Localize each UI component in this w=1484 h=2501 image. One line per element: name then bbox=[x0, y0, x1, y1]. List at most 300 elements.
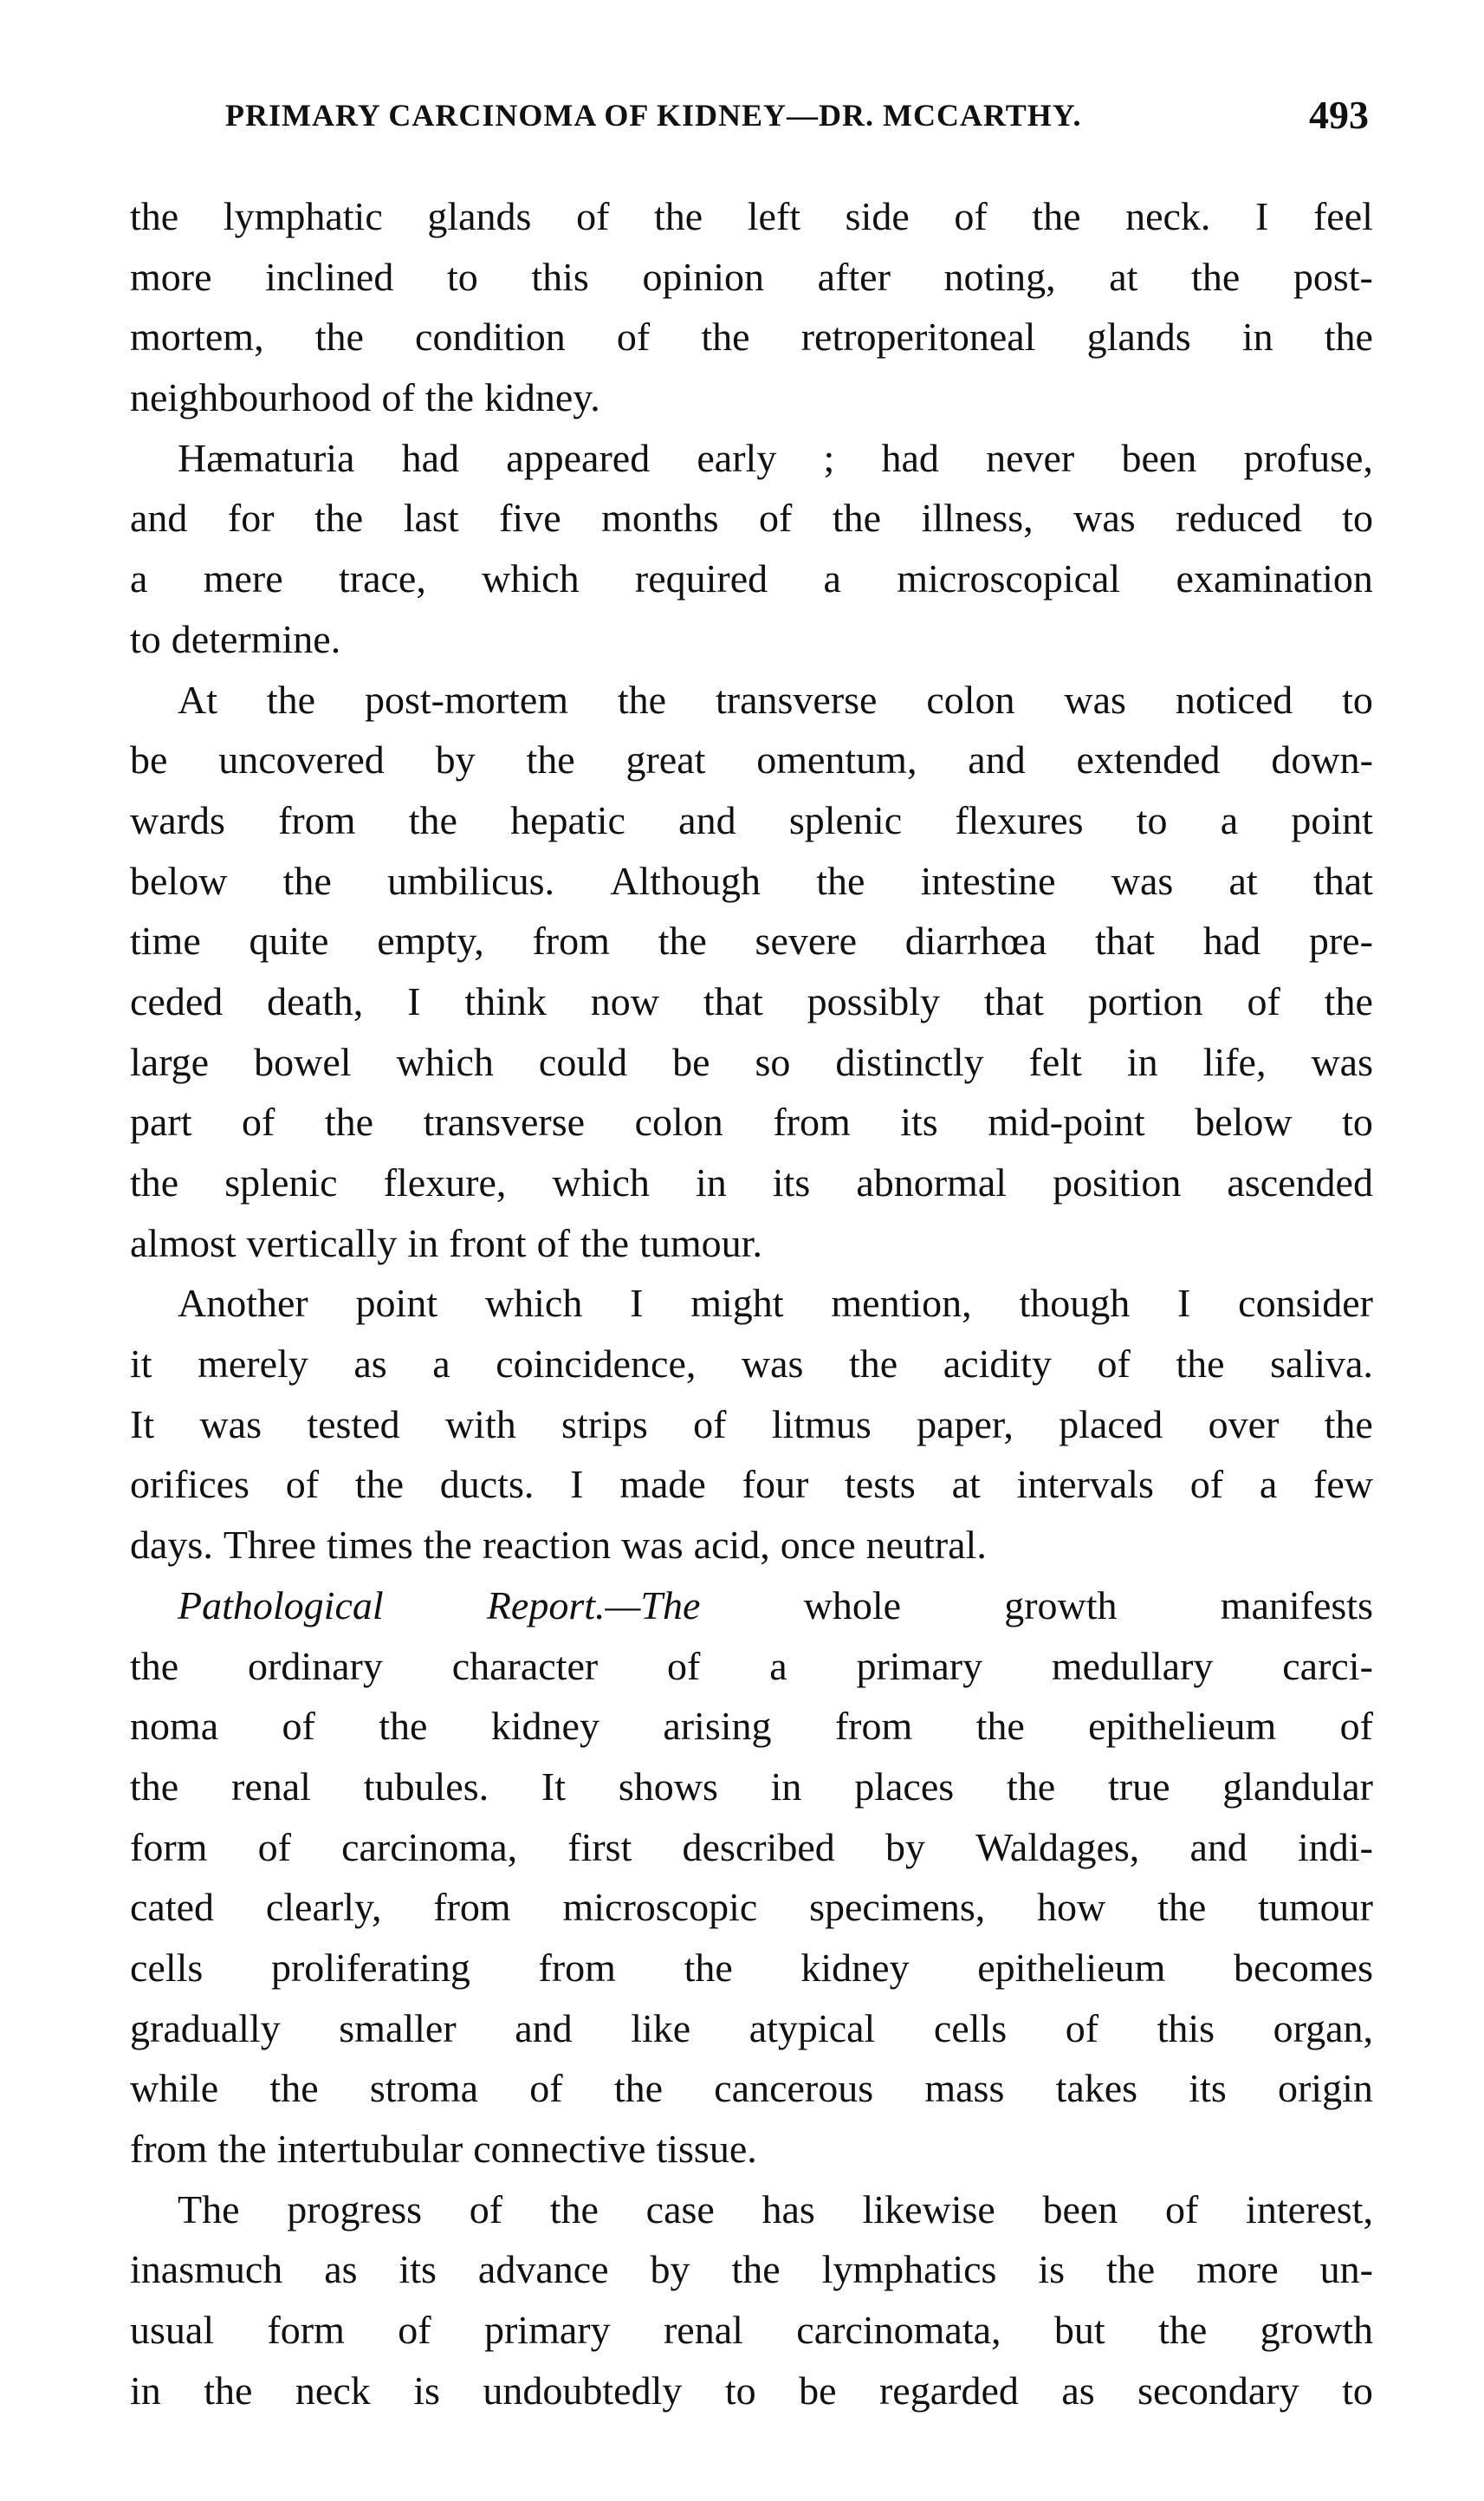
word: a bbox=[130, 556, 148, 601]
text-line bbox=[130, 1515, 1373, 1575]
word: feel bbox=[1312, 194, 1373, 238]
text-line bbox=[130, 1092, 1373, 1153]
word: the bbox=[424, 375, 475, 420]
word: from bbox=[834, 1704, 913, 1749]
word: that bbox=[1094, 919, 1155, 964]
word: takes bbox=[1055, 2066, 1138, 2111]
word: diarrhœa bbox=[904, 919, 1047, 964]
word: great bbox=[625, 737, 706, 783]
word: Another bbox=[178, 1281, 308, 1326]
word: transverse bbox=[423, 1100, 586, 1145]
running-head bbox=[130, 93, 1369, 149]
word: I bbox=[1255, 194, 1269, 238]
word: arising bbox=[663, 1704, 772, 1749]
word: first bbox=[567, 1824, 632, 1869]
word: At bbox=[178, 677, 217, 722]
word: carcinomata, bbox=[796, 2308, 1001, 2353]
word: secondary bbox=[1137, 2368, 1299, 2413]
word: its bbox=[399, 2247, 437, 2292]
word: below bbox=[1195, 1100, 1293, 1145]
word: front bbox=[449, 1220, 527, 1265]
word: mass bbox=[924, 2066, 1005, 2111]
word: few bbox=[1313, 1462, 1373, 1507]
word: neighbourhood bbox=[130, 375, 372, 420]
word: post-mortem bbox=[364, 677, 569, 722]
text-line bbox=[130, 1153, 1373, 1213]
word: of bbox=[242, 1100, 275, 1145]
word: whole bbox=[803, 1582, 902, 1627]
text-line bbox=[130, 1454, 1373, 1515]
word: might bbox=[690, 1281, 784, 1326]
word: neck. bbox=[1125, 194, 1211, 238]
word: Report.—The bbox=[486, 1582, 701, 1627]
word: intervals bbox=[1016, 1462, 1154, 1507]
word: part bbox=[130, 1100, 192, 1145]
word: from bbox=[433, 1885, 511, 1930]
word: of bbox=[536, 1220, 570, 1265]
word: of bbox=[576, 194, 610, 238]
word: now bbox=[590, 978, 659, 1023]
word: smaller bbox=[339, 2005, 457, 2050]
word: lymphatics bbox=[821, 2247, 997, 2292]
word: as bbox=[324, 2247, 358, 2292]
word: of bbox=[616, 315, 651, 360]
text-line bbox=[130, 247, 1373, 308]
text-line bbox=[130, 367, 1373, 428]
word: paper, bbox=[917, 1401, 1014, 1446]
word: this bbox=[1157, 2005, 1215, 2050]
text-line bbox=[130, 609, 1373, 670]
word: abnormal bbox=[856, 1160, 1008, 1205]
word: manifests bbox=[1220, 1582, 1373, 1627]
word: at bbox=[1228, 858, 1258, 903]
word: the bbox=[1324, 1401, 1373, 1446]
word: early bbox=[697, 435, 777, 480]
word: that bbox=[703, 978, 763, 1023]
word: death, bbox=[267, 978, 364, 1023]
word: growth bbox=[1004, 1582, 1118, 1627]
word: noting, bbox=[943, 254, 1056, 299]
word: stroma bbox=[369, 2066, 479, 2111]
word: I bbox=[570, 1462, 584, 1507]
word: the bbox=[269, 2066, 319, 2111]
word: splenic bbox=[224, 1160, 338, 1205]
word: of bbox=[1097, 1341, 1131, 1387]
word: months bbox=[601, 496, 719, 541]
running-title: PRIMARY CARCINOMA OF KIDNEY—DR. MCCARTHY. bbox=[225, 98, 1082, 133]
word: renal bbox=[231, 1764, 311, 1809]
word: the bbox=[217, 2127, 267, 2171]
word: to bbox=[1342, 496, 1373, 541]
word: is bbox=[1038, 2247, 1066, 2292]
word: shows bbox=[618, 1764, 718, 1809]
word: epithelieum bbox=[1088, 1704, 1277, 1749]
text-line bbox=[130, 2239, 1373, 2300]
word: glands bbox=[1086, 315, 1191, 360]
word: almost bbox=[130, 1220, 237, 1265]
word: the bbox=[1006, 1764, 1056, 1809]
word: Although bbox=[610, 858, 761, 903]
word: the bbox=[617, 677, 667, 722]
word: colon bbox=[634, 1100, 723, 1145]
word: glandular bbox=[1222, 1764, 1373, 1809]
word: of bbox=[282, 1704, 315, 1749]
text-line bbox=[130, 1213, 1373, 1274]
text-line bbox=[130, 911, 1373, 971]
word: intestine bbox=[920, 858, 1056, 903]
word: the bbox=[653, 194, 703, 238]
text-line bbox=[130, 1696, 1373, 1757]
word: extended bbox=[1076, 737, 1221, 783]
page-number: 493 bbox=[1309, 93, 1369, 137]
word: had bbox=[1202, 919, 1261, 964]
word: It bbox=[130, 1401, 155, 1446]
word: litmus bbox=[771, 1401, 872, 1446]
word: uncovered bbox=[218, 737, 385, 783]
word: intertubular bbox=[276, 2127, 463, 2171]
word: was bbox=[741, 1341, 804, 1387]
word: the bbox=[130, 1160, 179, 1205]
word: the bbox=[423, 1523, 472, 1568]
word: down- bbox=[1271, 737, 1373, 783]
word: transverse bbox=[715, 677, 878, 722]
word: medullary bbox=[1051, 1643, 1214, 1688]
word: advance bbox=[477, 2247, 609, 2292]
word: ; bbox=[823, 435, 835, 480]
word: by bbox=[885, 1824, 925, 1869]
word: the bbox=[314, 496, 364, 541]
word: a bbox=[769, 1643, 787, 1688]
word: be bbox=[799, 2368, 837, 2413]
word: it bbox=[130, 1341, 152, 1387]
word: is bbox=[413, 2368, 440, 2413]
word: tumour. bbox=[639, 1220, 762, 1265]
word: gradually bbox=[130, 2005, 281, 2050]
text-line bbox=[130, 1938, 1373, 1998]
word: and bbox=[1189, 1824, 1247, 1869]
word: how bbox=[1037, 1885, 1106, 1930]
word: so bbox=[755, 1039, 791, 1084]
word: of bbox=[1247, 978, 1280, 1023]
word: inasmuch bbox=[130, 2247, 283, 2292]
word: trace, bbox=[338, 556, 426, 601]
text-line bbox=[130, 2300, 1373, 2361]
word: large bbox=[130, 1039, 210, 1084]
word: the bbox=[849, 1341, 898, 1387]
word: tissue. bbox=[656, 2127, 757, 2171]
text-line bbox=[130, 1394, 1373, 1455]
word: been bbox=[1121, 435, 1197, 480]
word: cancerous bbox=[714, 2066, 874, 2111]
word: to bbox=[1342, 2368, 1373, 2413]
word: form bbox=[267, 2308, 345, 2353]
word: the bbox=[549, 2186, 599, 2231]
word: side bbox=[845, 194, 910, 238]
word: which bbox=[552, 1160, 650, 1205]
word: merely bbox=[198, 1341, 308, 1387]
word: coincidence, bbox=[496, 1341, 697, 1387]
word: the bbox=[1176, 1341, 1225, 1387]
word: mere bbox=[203, 556, 283, 601]
word: cated bbox=[130, 1885, 215, 1930]
word: of bbox=[1065, 2005, 1099, 2050]
word: more bbox=[1196, 2247, 1279, 2292]
text-line bbox=[130, 1334, 1373, 1394]
word: the bbox=[314, 315, 364, 360]
word: tumour bbox=[1258, 1885, 1373, 1930]
text-line bbox=[130, 2179, 1373, 2240]
word: at bbox=[1109, 254, 1138, 299]
word: point bbox=[355, 1281, 438, 1326]
word: likewise bbox=[862, 2186, 995, 2231]
word: to bbox=[446, 254, 478, 299]
word: wards bbox=[130, 797, 225, 842]
word: a bbox=[432, 1341, 450, 1387]
word: that bbox=[983, 978, 1044, 1023]
word: neck bbox=[295, 2368, 371, 2413]
word: of bbox=[1339, 1704, 1373, 1749]
word: noma bbox=[130, 1704, 219, 1749]
word: places bbox=[854, 1764, 955, 1809]
word: and bbox=[515, 2005, 573, 2050]
word: to bbox=[1342, 677, 1373, 722]
word: in bbox=[770, 1764, 802, 1809]
word: connective bbox=[473, 2127, 646, 2171]
word: over bbox=[1208, 1401, 1280, 1446]
word: its bbox=[772, 1160, 811, 1205]
text-line bbox=[130, 730, 1373, 790]
word: to bbox=[130, 616, 161, 661]
word: from bbox=[538, 1945, 616, 1990]
word: was bbox=[1311, 1039, 1373, 1084]
text-line bbox=[130, 2361, 1373, 2421]
word: atypical bbox=[748, 2005, 876, 2050]
word: primary bbox=[856, 1643, 983, 1688]
word: orifices bbox=[130, 1462, 249, 1507]
word: regarded bbox=[878, 2368, 1019, 2413]
word: its bbox=[1189, 2066, 1227, 2111]
word: neutral. bbox=[865, 1523, 987, 1568]
word: The bbox=[178, 2186, 240, 2231]
word: and bbox=[130, 496, 188, 541]
word: life, bbox=[1202, 1039, 1267, 1084]
word: from bbox=[532, 919, 610, 964]
word: five bbox=[499, 496, 561, 541]
word: the bbox=[701, 315, 750, 360]
word: cells bbox=[130, 1945, 204, 1990]
word: tubules. bbox=[363, 1764, 489, 1809]
word: never bbox=[986, 435, 1075, 480]
word: point bbox=[1291, 797, 1373, 842]
word: possibly bbox=[807, 978, 941, 1023]
word: the bbox=[658, 919, 707, 964]
word: made bbox=[619, 1462, 706, 1507]
word: be bbox=[672, 1039, 710, 1084]
word: of bbox=[381, 375, 415, 420]
text-line bbox=[130, 1273, 1373, 1334]
word: examination bbox=[1176, 556, 1373, 601]
word: has bbox=[761, 2186, 815, 2231]
word: its bbox=[900, 1100, 938, 1145]
word: in bbox=[1126, 1039, 1158, 1084]
word: specimens, bbox=[809, 1885, 986, 1930]
word: the bbox=[731, 2247, 781, 2292]
word: clearly, bbox=[265, 1885, 382, 1930]
text-line bbox=[130, 1877, 1373, 1938]
word: once bbox=[780, 1523, 856, 1568]
word: organ, bbox=[1273, 2005, 1373, 2050]
word: microscopic bbox=[562, 1885, 758, 1930]
text-line bbox=[130, 1032, 1373, 1093]
text-line bbox=[130, 670, 1373, 731]
word: case bbox=[645, 2186, 715, 2231]
word: ascended bbox=[1227, 1160, 1373, 1205]
text-line bbox=[130, 488, 1373, 549]
word: usual bbox=[130, 2308, 215, 2353]
word: the bbox=[324, 1100, 374, 1145]
word: as bbox=[1061, 2368, 1095, 2413]
word: from bbox=[278, 797, 356, 842]
word: from bbox=[130, 2127, 208, 2171]
word: more bbox=[130, 254, 212, 299]
word: was bbox=[1073, 496, 1136, 541]
word: a bbox=[823, 556, 841, 601]
word: the bbox=[1158, 2308, 1208, 2353]
word: in bbox=[407, 1220, 439, 1265]
word: that bbox=[1312, 858, 1373, 903]
word: carcinoma, bbox=[341, 1824, 518, 1869]
word: Hæmaturia bbox=[178, 435, 355, 480]
word: lymphatic bbox=[223, 194, 383, 238]
word: in bbox=[1241, 315, 1273, 360]
word: the bbox=[613, 2066, 664, 2111]
word: the bbox=[1032, 194, 1081, 238]
word: of bbox=[469, 2186, 503, 2231]
word: days. bbox=[130, 1523, 213, 1568]
word: character bbox=[451, 1643, 599, 1688]
word: could bbox=[538, 1039, 628, 1084]
word: in bbox=[695, 1160, 727, 1205]
word: described bbox=[682, 1824, 835, 1869]
word: which bbox=[484, 1281, 583, 1326]
word: felt bbox=[1028, 1039, 1082, 1084]
word: of bbox=[667, 1643, 701, 1688]
word: last bbox=[403, 496, 459, 541]
word: of bbox=[954, 194, 988, 238]
word: the bbox=[1191, 254, 1241, 299]
word: be bbox=[130, 737, 168, 783]
word: was bbox=[199, 1401, 262, 1446]
word: portion bbox=[1087, 978, 1203, 1023]
word: distinctly bbox=[835, 1039, 984, 1084]
word: reaction bbox=[482, 1523, 612, 1568]
text-line bbox=[130, 1636, 1373, 1697]
word: tested bbox=[307, 1401, 400, 1446]
word: I bbox=[1177, 1281, 1191, 1326]
word: the bbox=[1324, 978, 1373, 1023]
word: was bbox=[1111, 858, 1174, 903]
word: the bbox=[408, 797, 457, 842]
word: though bbox=[1019, 1281, 1131, 1326]
word: had bbox=[401, 435, 460, 480]
word: the bbox=[204, 2368, 253, 2413]
word: severe bbox=[755, 919, 858, 964]
word: appeared bbox=[506, 435, 651, 480]
word: mid-point bbox=[988, 1100, 1145, 1145]
word: opinion bbox=[642, 254, 765, 299]
text-line bbox=[130, 428, 1373, 489]
word: required bbox=[634, 556, 768, 601]
text-line bbox=[130, 1575, 1373, 1636]
word: kidney. bbox=[484, 375, 600, 420]
word: of bbox=[759, 496, 793, 541]
word: of bbox=[693, 1401, 727, 1446]
word: but bbox=[1053, 2308, 1105, 2353]
word: flexures bbox=[955, 797, 1084, 842]
text-line bbox=[130, 549, 1373, 609]
word: illness, bbox=[921, 496, 1034, 541]
word: Waldages, bbox=[975, 1824, 1140, 1869]
word: the bbox=[379, 1704, 428, 1749]
text-line bbox=[130, 307, 1373, 367]
word: of bbox=[529, 2066, 563, 2111]
word: of bbox=[1165, 2186, 1199, 2231]
word: flexure, bbox=[383, 1160, 507, 1205]
word: position bbox=[1053, 1160, 1182, 1205]
word: from bbox=[773, 1100, 851, 1145]
word: post- bbox=[1293, 254, 1373, 299]
word: the bbox=[1324, 315, 1373, 360]
word: the bbox=[130, 1643, 179, 1688]
word: and bbox=[968, 737, 1026, 783]
text-line bbox=[130, 1757, 1373, 1817]
word: reduced bbox=[1176, 496, 1302, 541]
word: cells bbox=[933, 2005, 1008, 2050]
word: by bbox=[650, 2247, 690, 2292]
word: colon bbox=[926, 677, 1015, 722]
word: the bbox=[266, 677, 316, 722]
word: form bbox=[130, 1824, 208, 1869]
word: undoubtedly bbox=[483, 2368, 683, 2413]
body-text bbox=[130, 186, 1373, 2420]
word: the bbox=[580, 1220, 630, 1265]
text-line bbox=[130, 790, 1373, 851]
text-line bbox=[130, 1817, 1373, 1878]
word: of bbox=[1189, 1462, 1224, 1507]
word: strips bbox=[561, 1401, 648, 1446]
word: renal bbox=[663, 2308, 743, 2353]
word: tests bbox=[845, 1462, 916, 1507]
word: left bbox=[747, 194, 801, 238]
word: primary bbox=[483, 2308, 611, 2353]
word: mortem, bbox=[130, 315, 264, 360]
word: ceded bbox=[130, 978, 224, 1023]
word: mention, bbox=[831, 1281, 972, 1326]
word: the bbox=[130, 194, 179, 238]
word: the bbox=[816, 858, 865, 903]
word: epithelieum bbox=[977, 1945, 1166, 1990]
word: Three bbox=[223, 1523, 317, 1568]
word: this bbox=[531, 254, 589, 299]
word: the bbox=[526, 737, 575, 783]
word: for bbox=[227, 496, 275, 541]
word: growth bbox=[1260, 2308, 1373, 2353]
word: hepatic bbox=[510, 797, 625, 842]
word: splenic bbox=[788, 797, 903, 842]
word: bowel bbox=[254, 1039, 352, 1084]
word: and bbox=[678, 797, 736, 842]
word: been bbox=[1042, 2186, 1118, 2231]
